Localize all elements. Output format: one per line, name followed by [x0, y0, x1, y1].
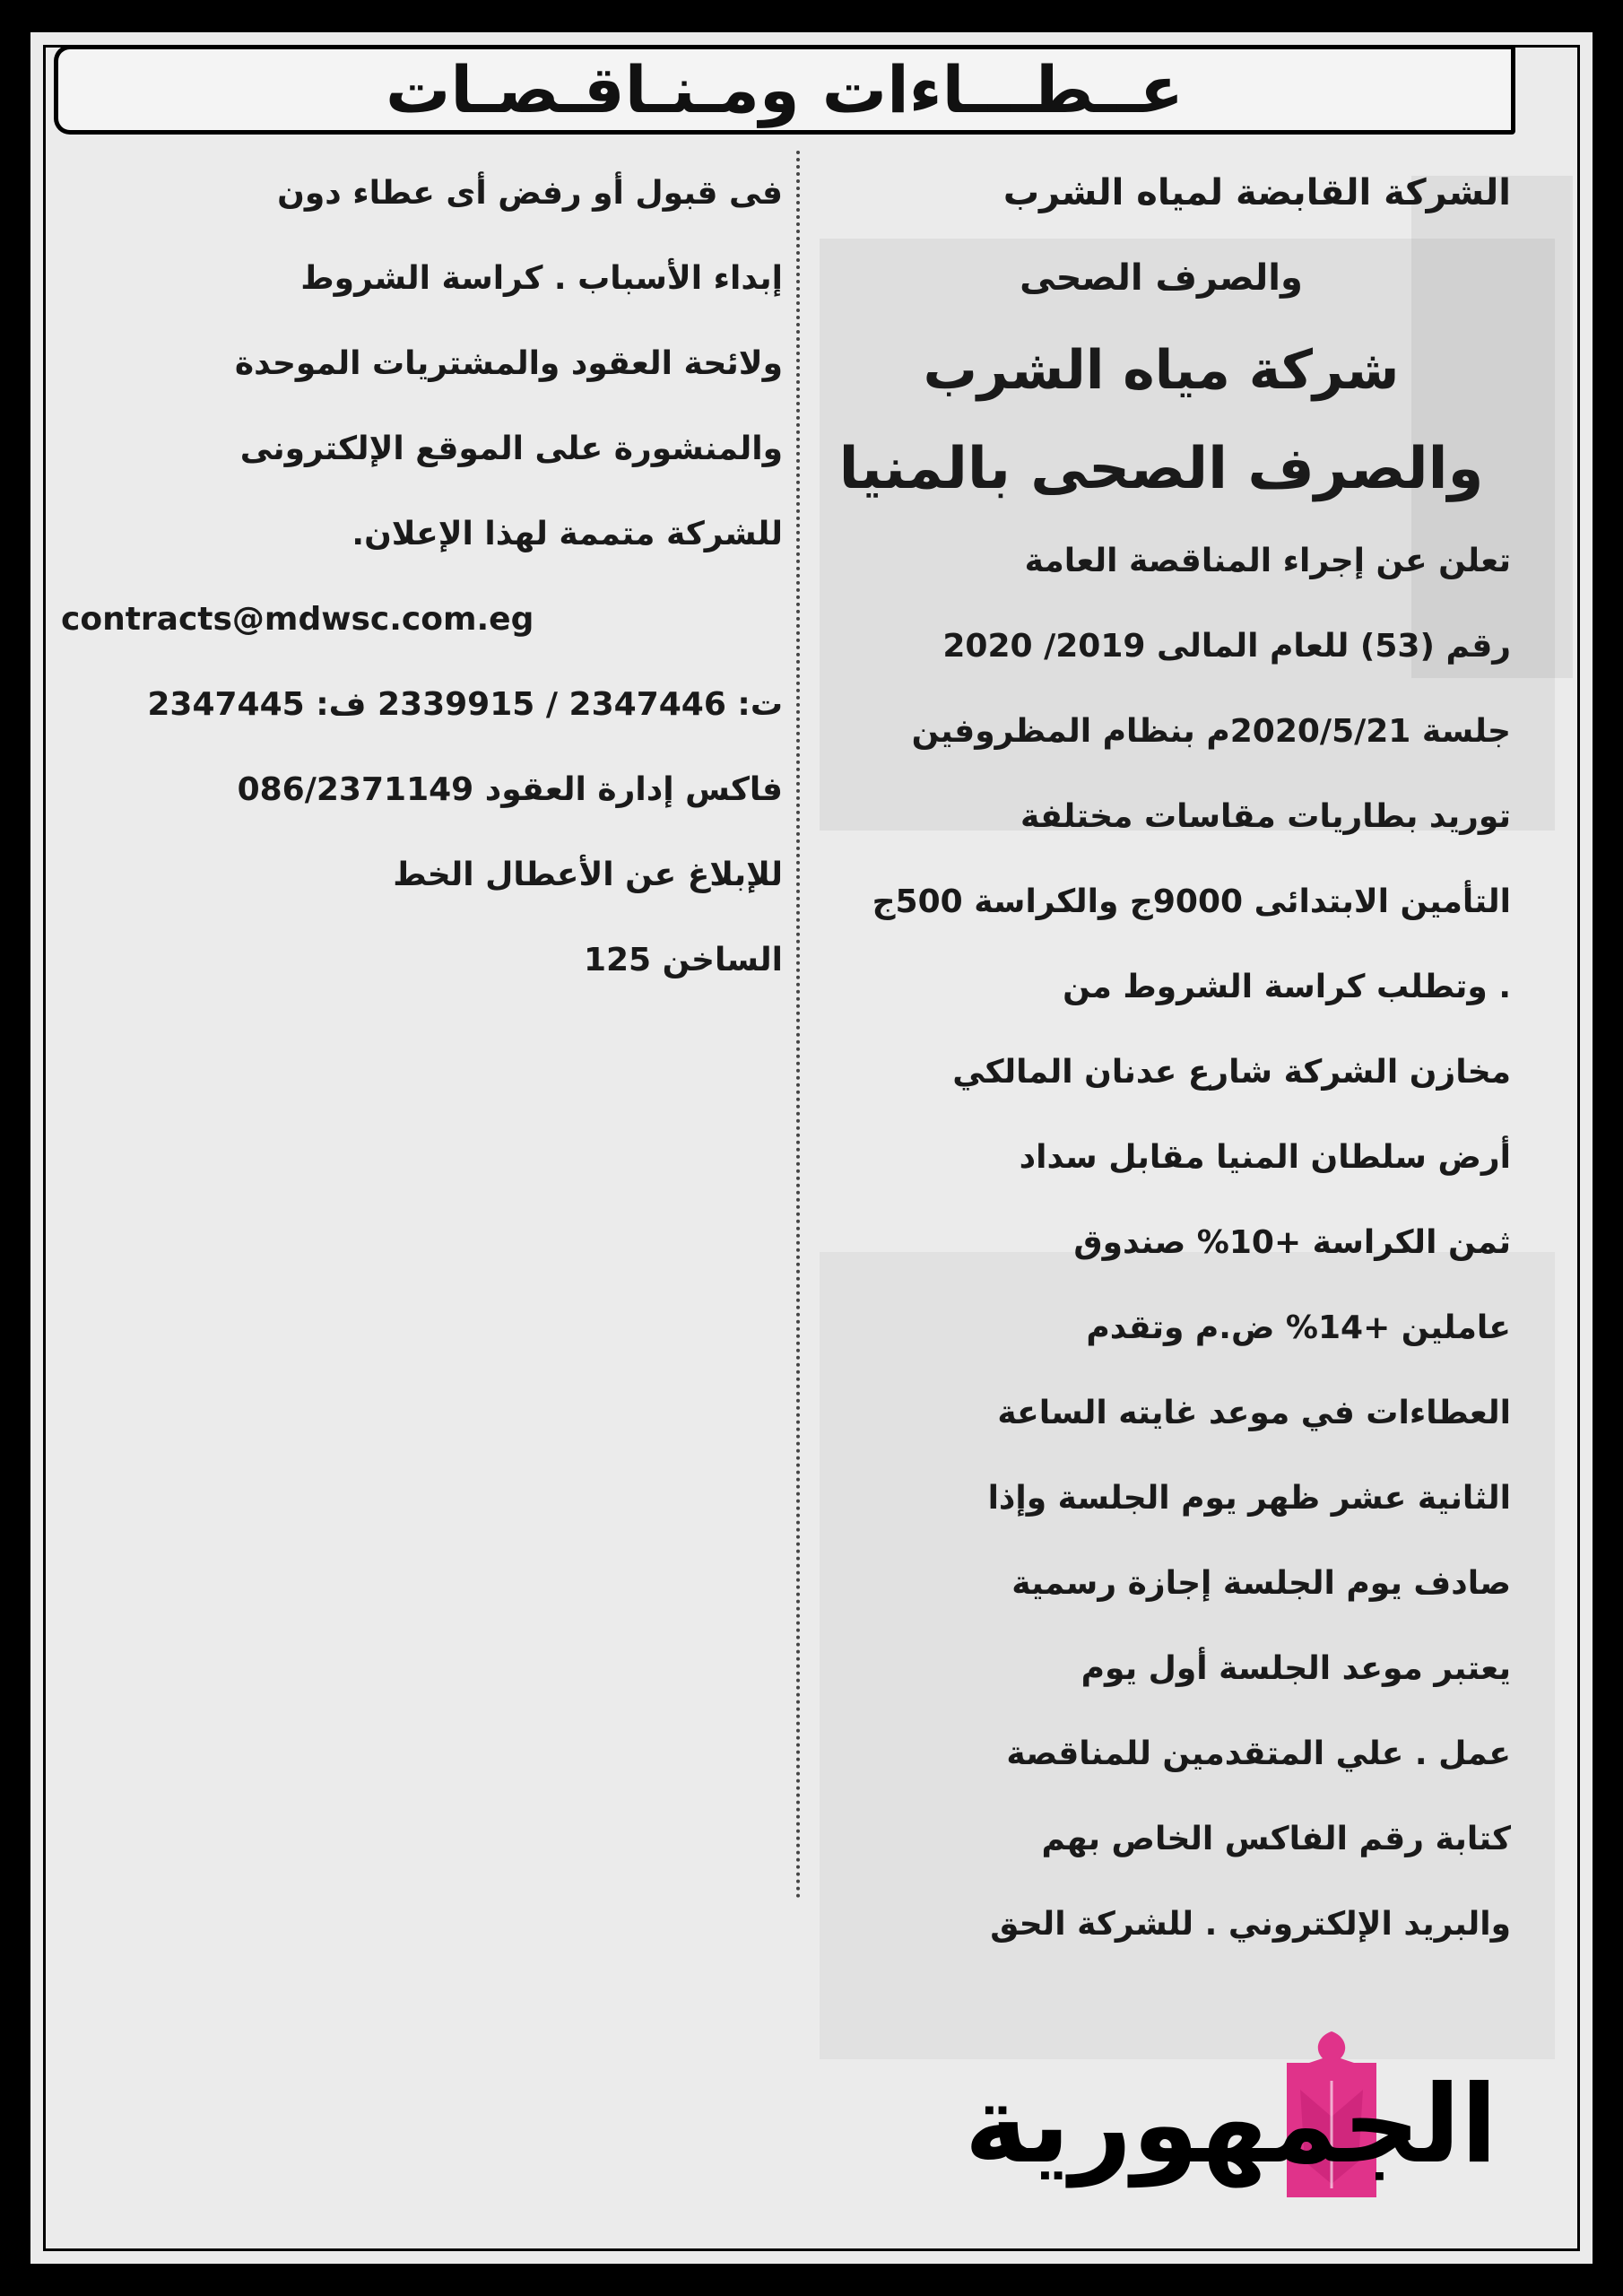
text-line: إبداء الأسباب . كراسة الشروط — [300, 260, 783, 297]
hotline-line: للإبلاغ عن الأعطال الخط — [393, 857, 783, 893]
contact-email: contracts@mdwsc.com.eg — [61, 601, 534, 638]
text-line: فى قبول أو رفض أى عطاء دون — [277, 175, 783, 212]
column-divider — [796, 151, 800, 1900]
company-name: والصرف الصحى بالمنيا — [838, 436, 1484, 502]
contact-phones: ت: 2347446 / 2339915 ف: 2347445 — [147, 686, 783, 723]
newspaper-logo — [964, 2027, 1497, 2206]
holding-company-line: الشركة القابضة لمياه الشرب — [1002, 172, 1511, 213]
text-line: رقم (53) للعام المالى 2019/ 2020 — [942, 628, 1511, 665]
hotline-line: الساخن 125 — [583, 942, 783, 978]
text-line: عاملين +14% ض.م وتقدم — [1086, 1309, 1511, 1346]
text-line: تعلن عن إجراء المناقصة العامة — [1024, 543, 1511, 579]
text-line: مخازن الشركة شارع عدنان المالكي — [952, 1054, 1511, 1091]
text-line: عمل . علي المتقدمين للمناقصة — [1006, 1735, 1511, 1772]
text-line: ولائحة العقود والمشتريات الموحدة — [234, 345, 783, 382]
holding-company-line: والصرف الصحى — [1020, 257, 1303, 299]
text-line: ثمن الكراسة +10% صندوق — [1073, 1224, 1511, 1261]
text-line: صادف يوم الجلسة إجازة رسمية — [1011, 1565, 1511, 1602]
logo-wordmark: الجمهورية — [964, 2063, 1497, 2187]
text-line: يعتبر موعد الجلسة أول يوم — [1081, 1650, 1511, 1687]
text-line: التأمين الابتدائى 9000ج والكراسة 500ج — [872, 883, 1511, 920]
contracts-fax: فاكس إدارة العقود 086/2371149 — [237, 771, 783, 808]
text-line: كتابة رقم الفاكس الخاص بهم — [1041, 1821, 1511, 1857]
text-line: الثانية عشر ظهر يوم الجلسة وإذا — [987, 1480, 1511, 1517]
text-line: للشركة متممة لهذا الإعلان. — [352, 516, 783, 552]
text-line: أرض سلطان المنيا مقابل سداد — [1019, 1139, 1511, 1176]
text-line: والمنشورة على الموقع الإلكترونى — [239, 430, 783, 467]
text-line: جلسة 2020/5/21م بنظام المظروفين — [911, 713, 1511, 750]
company-name: شركة مياه الشرب — [923, 339, 1400, 402]
tender-column-right — [812, 151, 1511, 1967]
text-line: العطاءات في موعد غايته الساعة — [997, 1395, 1511, 1431]
section-title: عــطـــاءات ومـنـاقـصـات — [386, 52, 1184, 127]
tender-column-left — [61, 151, 783, 1003]
text-line: توريد بطاريات مقاسات مختلفة — [1020, 798, 1511, 835]
text-line: والبريد الإلكتروني . للشركة الحق — [990, 1906, 1511, 1943]
section-header — [54, 45, 1515, 135]
text-line: . وتطلب كراسة الشروط من — [1063, 969, 1511, 1005]
